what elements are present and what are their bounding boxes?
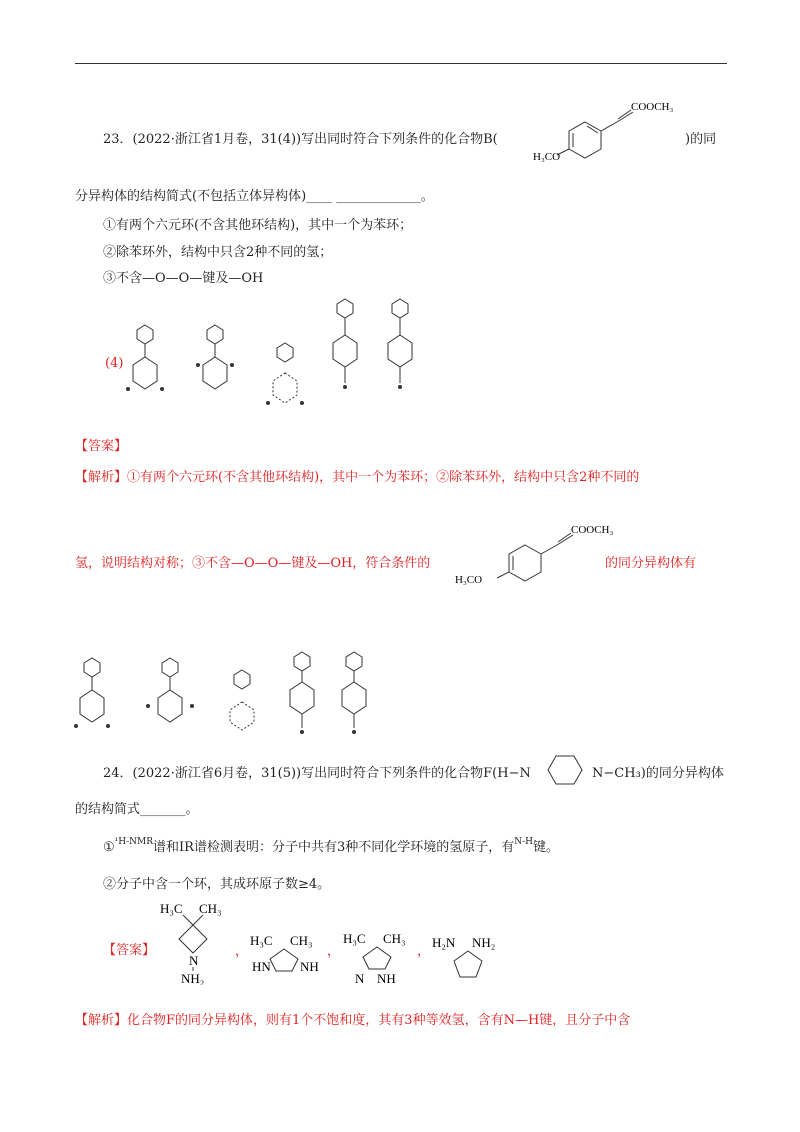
- svg-text:NH₂: NH₂: [181, 971, 205, 985]
- q23-stem-line2: 分异构体的结构简式(不包括立体异构体)____ _____________。: [75, 189, 434, 204]
- svg-text:，: ，: [327, 943, 341, 958]
- q23-condition-2: ②除苯环外，结构中只含2种不同的氢；: [103, 245, 333, 260]
- q24-structure-pyrazolidine: [343, 931, 406, 985]
- svg-text:NH: NH: [377, 971, 396, 985]
- q23-stem: 23．(2022·浙江省1月卷，31(4))写出同时符合下列条件的化合物B(: [103, 132, 498, 147]
- q23-stem-suffix: )的同: [685, 132, 717, 147]
- q23-answer-label: 【答案】: [75, 439, 128, 454]
- q24-answer-label: 【答案】: [103, 943, 156, 958]
- svg-text:H₃C: H₃C: [160, 901, 183, 916]
- q23-analysis-line1: 【解析】①有两个六元环(不含其他环结构)，其中一个为苯环；②除苯环外，结构中只含2种不同的: [75, 470, 640, 485]
- svg-text:H₂N: H₂N: [432, 935, 456, 950]
- q24-stem-line2: 的结构简式_______。: [75, 802, 199, 817]
- svg-text:NH₂: NH₂: [472, 935, 496, 950]
- svg-text:H₃C: H₃C: [250, 933, 273, 948]
- svg-text:CH₃: CH₃: [199, 901, 222, 916]
- q24-analysis-line1: 【解析】化合物F的同分异构体，则有1个不饱和度，其有3种等效氢，含有N—H键，且分子中含: [75, 1013, 631, 1028]
- q23-compound-b-structure: [515, 92, 675, 162]
- q23-structure-2: [196, 325, 234, 389]
- q23-answer-tag: (4): [105, 356, 124, 371]
- q23-cooch3-label: COOCH₃: [631, 101, 674, 113]
- q24-piperazine-ring: [540, 750, 590, 790]
- svg-text:COOCH₃: COOCH₃: [571, 524, 614, 536]
- header-rule: [75, 63, 727, 64]
- q23-analysis-structure-4: [290, 652, 314, 734]
- q24-structure-azetidine: [160, 901, 222, 985]
- q23-answer-structures-row1: [125, 295, 425, 415]
- q23-structure-5: [388, 299, 412, 389]
- q23-analysis-structure: [455, 515, 615, 590]
- q23-h3co-label: H₃CO: [533, 151, 561, 162]
- svg-text:NH: NH: [300, 959, 319, 974]
- svg-text:HN: HN: [252, 959, 271, 974]
- q23-analysis-structure-3: [230, 670, 254, 730]
- q24-structure-cyclopentane: [432, 935, 495, 977]
- q23-condition-3: ③不含—O—O—键及—OH: [103, 271, 264, 286]
- q23-analysis-line2-suffix: 的同分异构体有: [605, 556, 697, 571]
- q24-stem: 24．(2022·浙江省6月卷，31(5))写出同时符合下列条件的化合物F(H−N: [103, 766, 531, 781]
- svg-text:CH₃: CH₃: [290, 933, 313, 948]
- q23-analysis-structures-row: [72, 650, 382, 745]
- q23-analysis-structure-1: [74, 658, 110, 728]
- svg-text:N: N: [189, 953, 199, 968]
- svg-text:CH₃: CH₃: [383, 931, 406, 946]
- q24-condition-1: ①$^{^1H-NMR}$谱和IR谱检测表明：分子中共有3种不同化学环境的氢原子，有$^{N-H}$键。: [103, 837, 560, 855]
- q23-analysis-structure-5: [342, 652, 366, 734]
- q24-answer-structures: [155, 895, 525, 985]
- q23-structure-4: [333, 299, 357, 389]
- q23-analysis-structure-2: [146, 658, 194, 722]
- svg-text:，: ，: [417, 943, 431, 958]
- q23-structure-1: [126, 325, 164, 391]
- q24-structure-imidazolidine: [250, 933, 319, 974]
- q23-analysis-line2-prefix: 氢，说明结构对称；③不含—O—O—键及—OH，符合条件的: [75, 556, 431, 571]
- svg-text:H₃C: H₃C: [343, 931, 366, 946]
- q23-structure-3: [266, 343, 304, 405]
- q24-stem-suffix: N−CH₃)的同分异构体: [592, 766, 724, 781]
- q23-condition-1: ①有两个六元环(不含其他环结构)，其中一个为苯环；: [103, 218, 413, 233]
- svg-text:，: ，: [235, 943, 249, 958]
- q24-condition-2: ②分子中含一个环，其成环原子数≥4。: [103, 877, 331, 892]
- svg-text:N: N: [355, 971, 365, 985]
- svg-text:H₃CO: H₃CO: [455, 574, 483, 586]
